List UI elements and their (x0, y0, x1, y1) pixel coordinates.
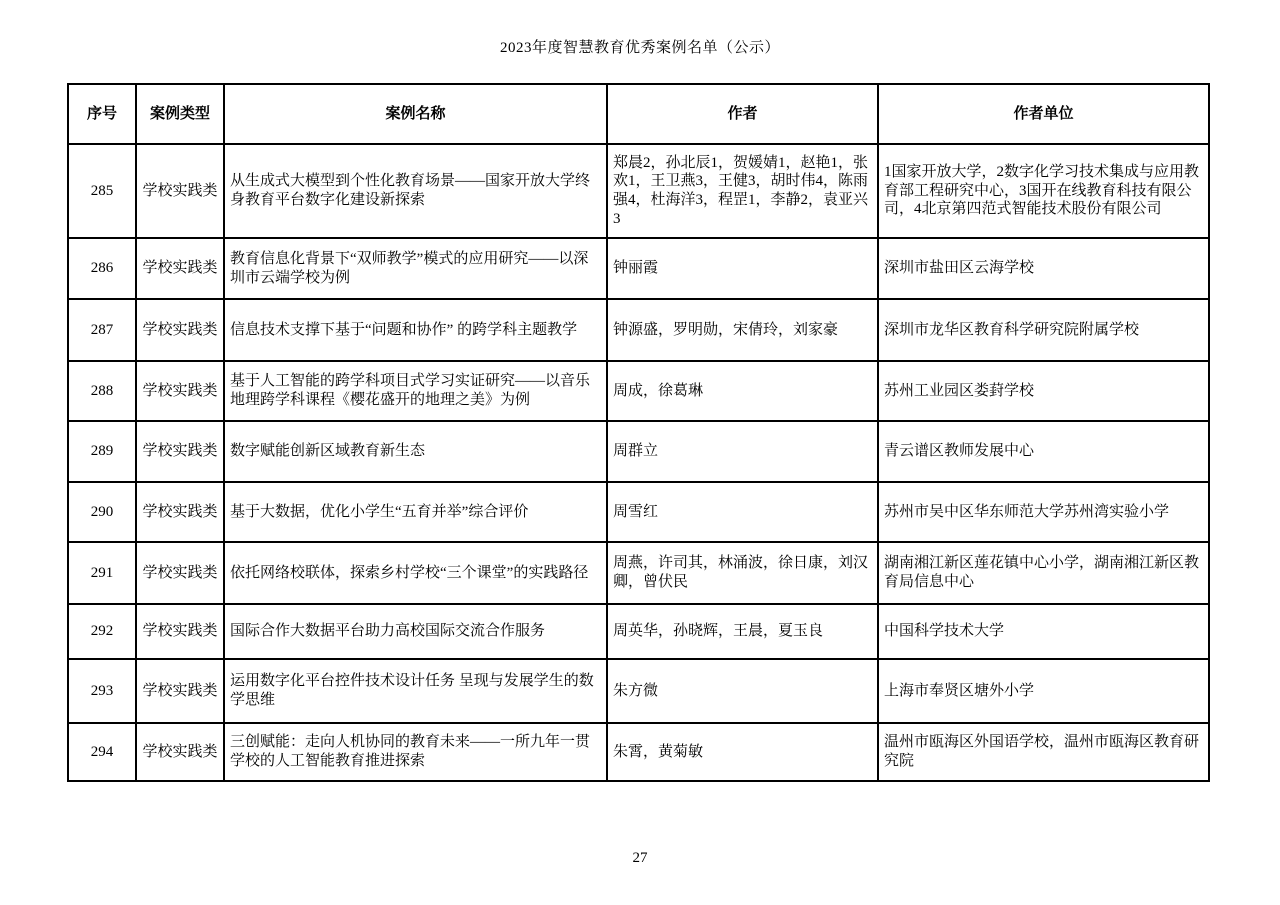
cell-name: 信息技术支撑下基于“问题和协作” 的跨学科主题教学 (224, 299, 607, 361)
cell-no: 286 (68, 238, 136, 299)
cell-no: 285 (68, 144, 136, 238)
table-row (68, 723, 1209, 781)
table-row (68, 542, 1209, 604)
cell-name: 从生成式大模型到个性化教育场景——国家开放大学终身教育平台数字化建设新探索 (224, 144, 607, 238)
cell-org: 中国科学技术大学 (878, 604, 1209, 659)
table-body (68, 144, 1209, 781)
cell-name: 数字赋能创新区域教育新生态 (224, 421, 607, 482)
page-number: 27 (632, 850, 648, 866)
cell-no: 293 (68, 659, 136, 723)
cell-no: 290 (68, 482, 136, 542)
cell-name: 教育信息化背景下“双师教学”模式的应用研究——以深圳市云端学校为例 (224, 238, 607, 299)
cell-authors: 周雪红 (607, 482, 878, 542)
column-header-type: 案例类型 (136, 84, 224, 144)
cell-type: 学校实践类 (136, 482, 224, 542)
cell-org: 深圳市盐田区云海学校 (878, 238, 1209, 299)
cell-org: 青云谱区教师发展中心 (878, 421, 1209, 482)
cell-org: 上海市奉贤区塘外小学 (878, 659, 1209, 723)
column-header-no: 序号 (68, 84, 136, 144)
cell-no: 287 (68, 299, 136, 361)
table-row (68, 299, 1209, 361)
cell-org: 苏州工业园区娄葑学校 (878, 361, 1209, 421)
cell-name: 基于大数据，优化小学生“五育并举”综合评价 (224, 482, 607, 542)
column-header-authors: 作者 (607, 84, 878, 144)
cell-org: 温州市瓯海区外国语学校，温州市瓯海区教育研究院 (878, 723, 1209, 781)
cell-authors: 钟源盛，罗明勋，宋倩玲，刘家豪 (607, 299, 878, 361)
cell-no: 294 (68, 723, 136, 781)
cell-org: 苏州市吴中区华东师范大学苏州湾实验小学 (878, 482, 1209, 542)
cell-authors: 朱方微 (607, 659, 878, 723)
cell-type: 学校实践类 (136, 421, 224, 482)
cell-authors: 朱霄，黄菊敏 (607, 723, 878, 781)
cell-authors: 周群立 (607, 421, 878, 482)
cell-no: 289 (68, 421, 136, 482)
table-row (68, 144, 1209, 238)
cell-authors: 周英华，孙晓辉，王晨，夏玉良 (607, 604, 878, 659)
table-row (68, 238, 1209, 299)
cell-type: 学校实践类 (136, 238, 224, 299)
table-row (68, 482, 1209, 542)
cell-type: 学校实践类 (136, 144, 224, 238)
cell-name: 基于人工智能的跨学科项目式学习实证研究——以音乐地理跨学科课程《樱花盛开的地理之美》为例 (224, 361, 607, 421)
cell-no: 291 (68, 542, 136, 604)
header-row (68, 84, 1209, 144)
cell-type: 学校实践类 (136, 604, 224, 659)
table-row (68, 421, 1209, 482)
cell-type: 学校实践类 (136, 723, 224, 781)
cell-name: 国际合作大数据平台助力高校国际交流合作服务 (224, 604, 607, 659)
cell-org: 深圳市龙华区教育科学研究院附属学校 (878, 299, 1209, 361)
cell-authors: 钟丽霞 (607, 238, 878, 299)
cell-no: 288 (68, 361, 136, 421)
cell-type: 学校实践类 (136, 299, 224, 361)
cell-authors: 周燕，许司其，林涌波，徐日康，刘汉卿，曾伏民 (607, 542, 878, 604)
cell-authors: 周成，徐葛琳 (607, 361, 878, 421)
cell-name: 运用数字化平台控件技术设计任务 呈现与发展学生的数学思维 (224, 659, 607, 723)
cell-name: 依托网络校联体，探索乡村学校“三个课堂”的实践路径 (224, 542, 607, 604)
cell-type: 学校实践类 (136, 659, 224, 723)
cell-type: 学校实践类 (136, 361, 224, 421)
cell-org: 1国家开放大学，2数字化学习技术集成与应用教育部工程研究中心，3国开在线教育科技有限公司，4北京第四范式智能技术股份有限公司 (878, 144, 1209, 238)
cell-no: 292 (68, 604, 136, 659)
page-title: 2023年度智慧教育优秀案例名单（公示） (499, 40, 780, 56)
table-row (68, 361, 1209, 421)
table-row (68, 604, 1209, 659)
column-header-name: 案例名称 (224, 84, 607, 144)
cell-type: 学校实践类 (136, 542, 224, 604)
cell-org: 湖南湘江新区莲花镇中心小学，湖南湘江新区教育局信息中心 (878, 542, 1209, 604)
cell-authors: 郑晨2，孙北辰1，贺媛婧1，赵艳1，张欢1，王卫燕3，王健3，胡时伟4，陈雨强4，杜海洋3，程罡1，李静2，袁亚兴3 (607, 144, 878, 238)
cell-name: 三创赋能：走向人机协同的教育未来——一所九年一贯学校的人工智能教育推进探索 (224, 723, 607, 781)
table-header (68, 84, 1209, 144)
case-table (67, 83, 1210, 782)
table-row (68, 659, 1209, 723)
column-header-org: 作者单位 (878, 84, 1209, 144)
